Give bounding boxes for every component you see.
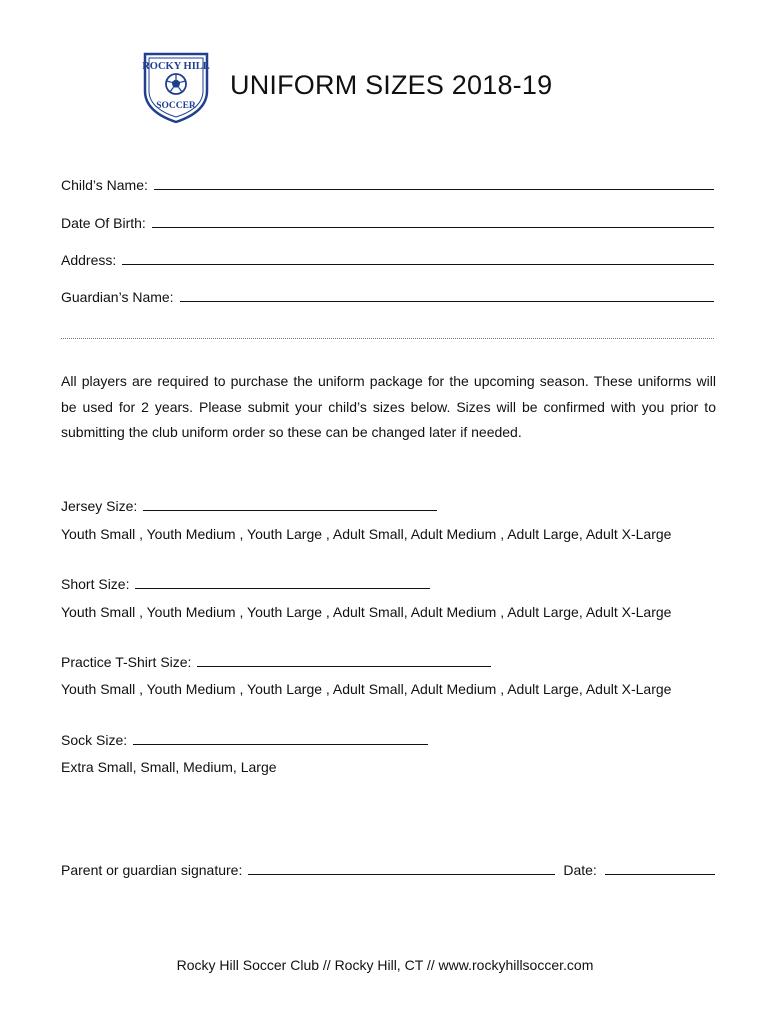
practice-size-label: Practice T-Shirt Size: xyxy=(61,654,192,670)
guardian-name-label: Guardian’s Name: xyxy=(61,289,174,305)
footer: Rocky Hill Soccer Club // Rocky Hill, CT // www.rockyhillsoccer.com xyxy=(176,957,594,973)
jersey-size-label: Jersey Size: xyxy=(61,498,138,514)
section-divider xyxy=(61,338,714,339)
jersey-size-field[interactable] xyxy=(61,498,437,514)
address-label: Address: xyxy=(61,252,117,268)
signature-row xyxy=(61,860,715,878)
sock-size-line[interactable] xyxy=(133,743,428,745)
practice-size-line[interactable] xyxy=(197,665,491,667)
short-size-line[interactable] xyxy=(135,587,430,589)
signature-label: Parent or guardian signature: xyxy=(61,862,243,878)
short-size-options: Youth Small , Youth Medium , Youth Large , Adult Small, Adult Medium , Adult Large, Adult X-Large xyxy=(61,604,672,620)
child-name-line[interactable] xyxy=(154,189,714,190)
jersey-size-options: Youth Small , Youth Medium , Youth Large , Adult Small, Adult Medium , Adult Large, Adult X-Large xyxy=(61,526,672,542)
address-line[interactable] xyxy=(122,264,714,265)
page-title: UNIFORM SIZES 2018-19 xyxy=(230,70,553,100)
signature-date-line[interactable] xyxy=(605,874,715,875)
sock-size-label: Sock Size: xyxy=(61,732,128,748)
sock-size-field[interactable] xyxy=(61,732,428,748)
practice-size-options: Youth Small , Youth Medium , Youth Large , Adult Small, Adult Medium , Adult Large, Adult X-Large xyxy=(61,681,672,697)
guardian-name-line[interactable] xyxy=(180,301,714,302)
date-of-birth-field[interactable] xyxy=(61,213,714,231)
address-field[interactable] xyxy=(61,250,714,268)
club-crest-icon xyxy=(141,51,211,123)
jersey-size-line[interactable] xyxy=(143,509,437,511)
short-size-label: Short Size: xyxy=(61,576,130,592)
date-label: Date: xyxy=(563,862,597,878)
logo-bottom-text: SOCCER xyxy=(156,101,196,111)
club-logo xyxy=(141,51,211,123)
date-of-birth-label: Date Of Birth: xyxy=(61,215,146,231)
signature-line[interactable] xyxy=(248,874,555,875)
guardian-name-field[interactable] xyxy=(61,287,714,305)
date-of-birth-line[interactable] xyxy=(152,227,714,228)
child-name-field[interactable] xyxy=(61,175,714,193)
practice-size-field[interactable] xyxy=(61,654,491,670)
sock-size-options: Extra Small, Small, Medium, Large xyxy=(61,759,277,775)
intro-paragraph: All players are required to purchase the uniform package for the upcoming season. These uniforms will be used for 2 years. Please submit your child’s sizes below. Sizes will be confirmed with you prior to submitting the club uniform order so these can be changed later if needed. xyxy=(61,373,716,440)
child-name-label: Child’s Name: xyxy=(61,177,148,193)
short-size-field[interactable] xyxy=(61,576,430,592)
logo-top-text: ROCKY HILL xyxy=(142,61,210,72)
